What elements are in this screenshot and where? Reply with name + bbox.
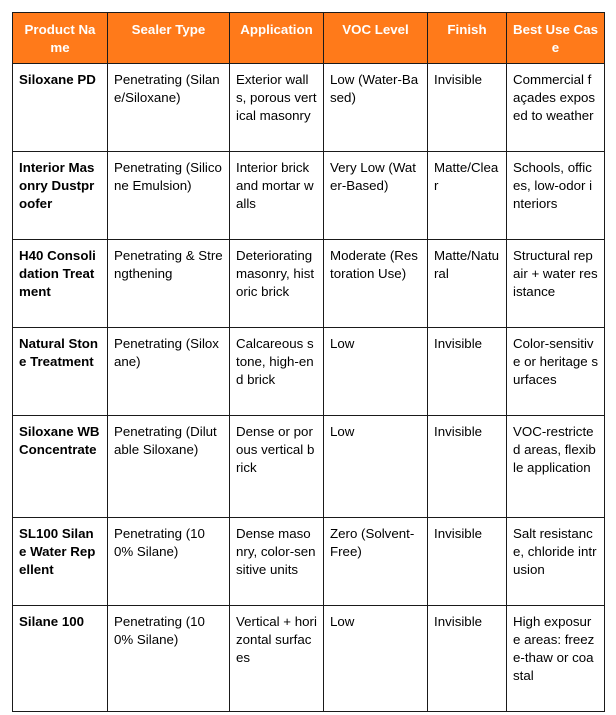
finish-cell: Invisible	[428, 415, 507, 517]
voc-level-cell: Very Low (Water-Based)	[324, 151, 428, 239]
best-use-case-cell: VOC-restricted areas, flexible application	[507, 415, 605, 517]
product-name-cell: Silane 100	[13, 605, 108, 711]
table-row	[13, 327, 605, 415]
product-name-cell: Interior Masonry Dustproofer	[13, 151, 108, 239]
application-cell: Dense masonry, color-sensitive units	[230, 517, 324, 605]
header-sealer-type: Sealer Type	[108, 13, 230, 64]
best-use-case-cell: High exposure areas: freeze-thaw or coastal	[507, 605, 605, 711]
header-product-name: Product Name	[13, 13, 108, 64]
voc-level-cell: Zero (Solvent-Free)	[324, 517, 428, 605]
header-voc-level: VOC Level	[324, 13, 428, 64]
table-row	[13, 415, 605, 517]
voc-level-cell: Low (Water-Based)	[324, 63, 428, 151]
best-use-case-cell: Salt resistance, chloride intrusion	[507, 517, 605, 605]
header-finish: Finish	[428, 13, 507, 64]
best-use-case-cell: Schools, offices, low-odor interiors	[507, 151, 605, 239]
product-name-cell: Siloxane PD	[13, 63, 108, 151]
best-use-case-cell: Structural repair + water resistance	[507, 239, 605, 327]
product-name-cell: Natural Stone Treatment	[13, 327, 108, 415]
application-cell: Deteriorating masonry, historic brick	[230, 239, 324, 327]
application-cell: Vertical + horizontal surfaces	[230, 605, 324, 711]
table-row	[13, 151, 605, 239]
product-name-cell: H40 Consolidation Treatment	[13, 239, 108, 327]
sealer-type-cell: Penetrating & Strengthening	[108, 239, 230, 327]
best-use-case-cell: Commercial façades exposed to weather	[507, 63, 605, 151]
sealer-type-cell: Penetrating (100% Silane)	[108, 517, 230, 605]
voc-level-cell: Low	[324, 327, 428, 415]
best-use-case-cell: Color-sensitive or heritage surfaces	[507, 327, 605, 415]
voc-level-cell: Low	[324, 605, 428, 711]
sealer-type-cell: Penetrating (Silane/Siloxane)	[108, 63, 230, 151]
finish-cell: Invisible	[428, 63, 507, 151]
header-application: Application	[230, 13, 324, 64]
application-cell: Exterior walls, porous vertical masonry	[230, 63, 324, 151]
product-name-cell: Siloxane WB Concentrate	[13, 415, 108, 517]
voc-level-cell: Moderate (Restoration Use)	[324, 239, 428, 327]
finish-cell: Invisible	[428, 327, 507, 415]
sealer-type-cell: Penetrating (Silicone Emulsion)	[108, 151, 230, 239]
table-header-row	[13, 13, 605, 64]
finish-cell: Invisible	[428, 605, 507, 711]
sealer-type-cell: Penetrating (100% Silane)	[108, 605, 230, 711]
table-row	[13, 605, 605, 711]
sealer-type-cell: Penetrating (Siloxane)	[108, 327, 230, 415]
table-row	[13, 517, 605, 605]
finish-cell: Matte/Natural	[428, 239, 507, 327]
finish-cell: Matte/Clear	[428, 151, 507, 239]
voc-level-cell: Low	[324, 415, 428, 517]
application-cell: Calcareous stone, high-end brick	[230, 327, 324, 415]
table-row	[13, 239, 605, 327]
product-name-cell: SL100 Silane Water Repellent	[13, 517, 108, 605]
application-cell: Interior brick and mortar walls	[230, 151, 324, 239]
table-row	[13, 63, 605, 151]
finish-cell: Invisible	[428, 517, 507, 605]
header-best-use-case: Best Use Case	[507, 13, 605, 64]
sealer-type-cell: Penetrating (Dilutable Siloxane)	[108, 415, 230, 517]
comparison-table-container	[12, 12, 605, 712]
application-cell: Dense or porous vertical brick	[230, 415, 324, 517]
sealer-comparison-table	[12, 12, 605, 712]
